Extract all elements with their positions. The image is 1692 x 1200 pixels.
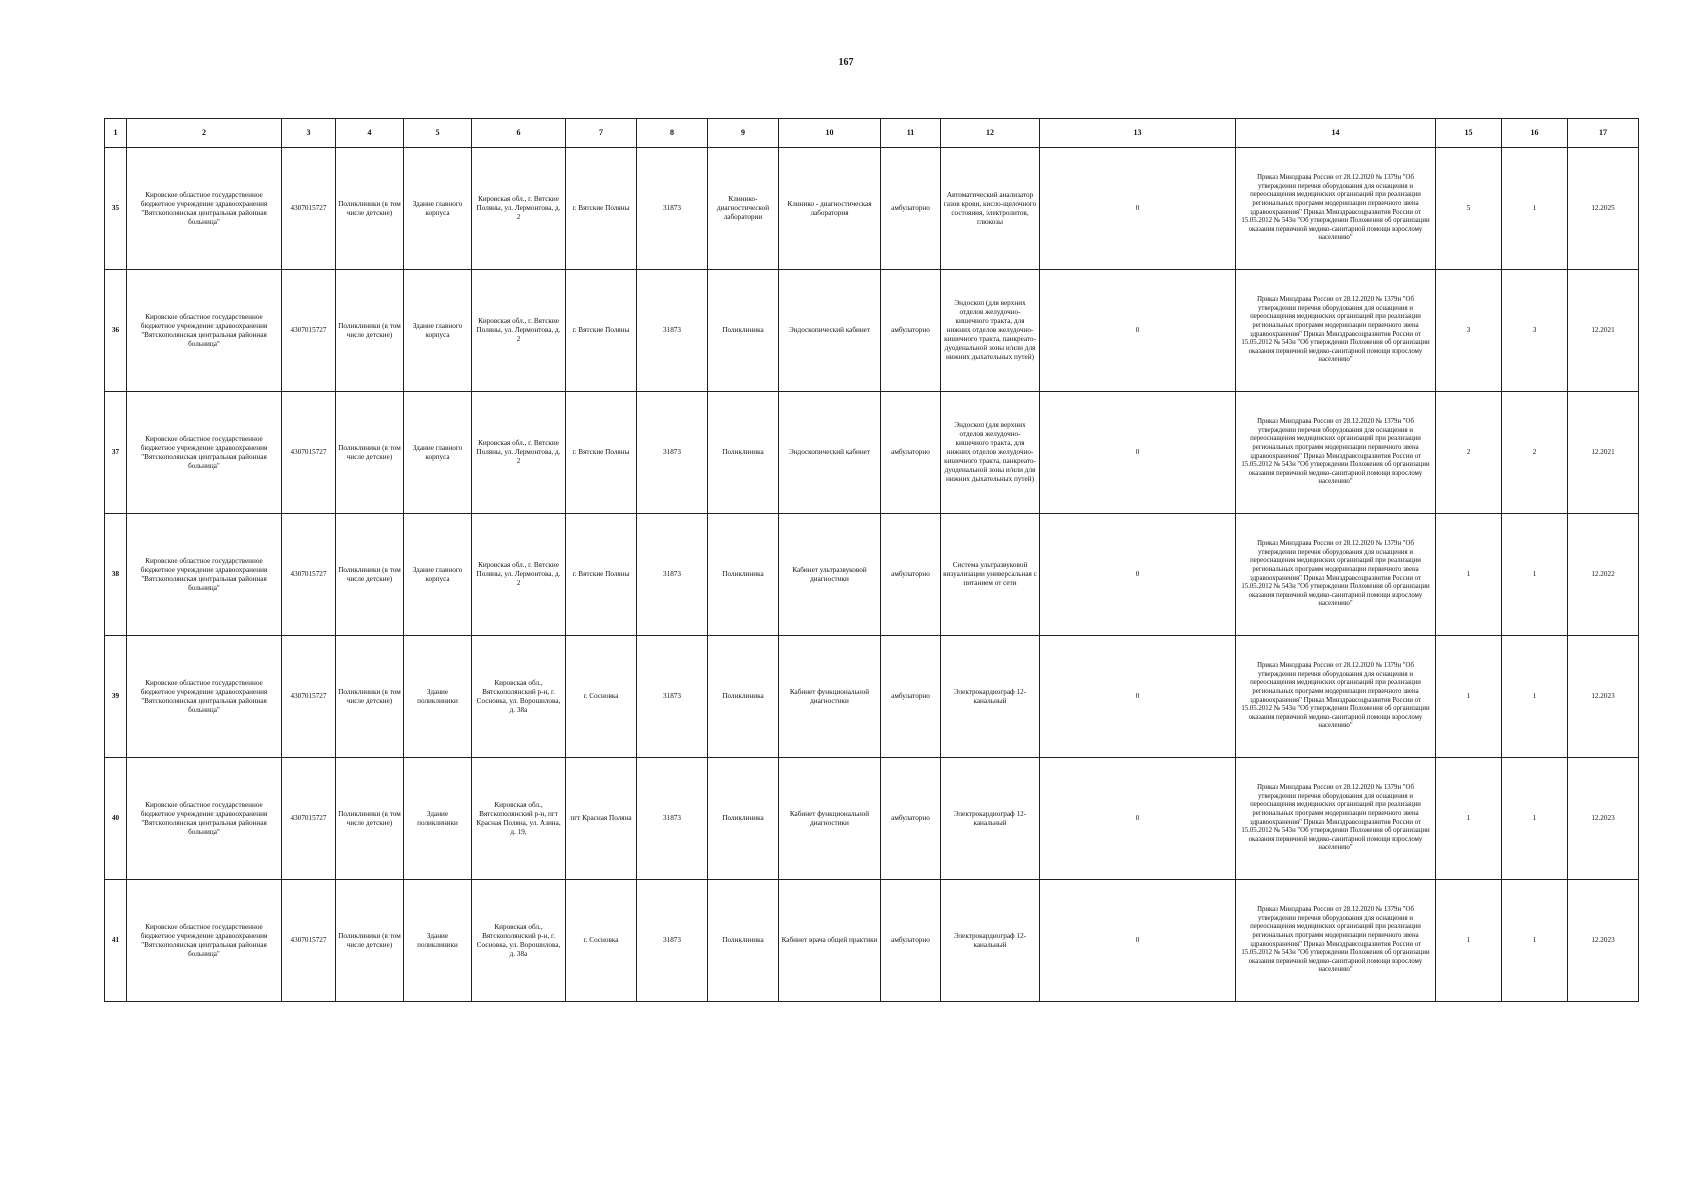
building-cell: Здание поликлиники: [404, 880, 472, 1002]
unit-cell: Клинико - диагностическая лаборатория: [779, 148, 881, 270]
planned-count-cell: 1: [1502, 880, 1568, 1002]
unit-cell: Кабинет функциональной диагностики: [779, 758, 881, 880]
address-cell: Кировская обл., Вятскополянский р-н, пгт Красная Поляна, ул. Азина, д. 19,: [472, 758, 566, 880]
equipment-name-cell: Автоматический анализатор газов крови, кисло-щелочного состояния, электролитов, глюкозы: [941, 148, 1040, 270]
facility-type-cell: Поликлиники (в том числе детские): [336, 148, 404, 270]
row-number-cell: 39: [105, 636, 127, 758]
department-cell: Поликлиника: [708, 392, 779, 514]
care-condition-cell: амбулаторно: [881, 148, 941, 270]
column-header: 3: [282, 119, 336, 148]
deadline-cell: 12.2021: [1568, 270, 1639, 392]
department-cell: Поликлиника: [708, 758, 779, 880]
building-cell: Здание главного корпуса: [404, 514, 472, 636]
equipment-name-cell: Система ультразвуковой визуализации универсальная с питанием от сети: [941, 514, 1040, 636]
row-number-cell: 36: [105, 270, 127, 392]
column-header: 2: [127, 119, 282, 148]
address-cell: Кировская обл., Вятскополянский р-н, г. Сосновка, ул. Ворошилова, д. 38а: [472, 636, 566, 758]
inn-cell: 4307015727: [282, 148, 336, 270]
address-cell: Кировская обл., г. Вятские Поляны, ул. Лермонтова, д. 2: [472, 392, 566, 514]
required-count-cell: 1: [1436, 758, 1502, 880]
locality-cell: г. Вятские Поляны: [566, 514, 637, 636]
building-cell: Здание главного корпуса: [404, 148, 472, 270]
table-row: [105, 270, 1639, 392]
deadline-cell: 12.2023: [1568, 758, 1639, 880]
building-cell: Здание главного корпуса: [404, 270, 472, 392]
facility-type-cell: Поликлиники (в том числе детские): [336, 392, 404, 514]
unit-cell: Эндоскопический кабинет: [779, 270, 881, 392]
department-cell: Поликлиника: [708, 270, 779, 392]
column-header: 8: [637, 119, 708, 148]
table-row: [105, 392, 1639, 514]
regulation-cell: Приказ Минздрава России от 28.12.2020 № 1379н "Об утверждении перечня оборудования для оснащения и переоснащения медицинских организаций при реализации региональных программ модернизации первичного звена здравоохранения" Приказ Минздравсоцразвития России от 15.05.2012 № 543н "Об утверждении Положения об организации оказания первичной медико-санитарной помощи взрослому населению": [1236, 758, 1436, 880]
organization-name-cell: Кировское областное государственное бюджетное учреждение здравоохранения "Вятскополянская центральная районная больница": [127, 148, 282, 270]
column-header: 11: [881, 119, 941, 148]
deadline-cell: 12.2023: [1568, 880, 1639, 1002]
equipment-name-cell: Эндоскоп (для верхних отделов желудочно-кишечного тракта, для нижних отделов желудочно-кишечного тракта, панкреато-дуоденальной зоны и/или для нижних дыхательных путей): [941, 392, 1040, 514]
required-count-cell: 5: [1436, 148, 1502, 270]
inn-cell: 4307015727: [282, 880, 336, 1002]
unit-cell: Кабинет ультразвуковой диагностики: [779, 514, 881, 636]
locality-cell: г. Вятские Поляны: [566, 392, 637, 514]
locality-cell: г. Вятские Поляны: [566, 270, 637, 392]
required-count-cell: 1: [1436, 880, 1502, 1002]
regulation-cell: Приказ Минздрава России от 28.12.2020 № 1379н "Об утверждении перечня оборудования для оснащения и переоснащения медицинских организаций при реализации региональных программ модернизации первичного звена здравоохранения" Приказ Минздравсоцразвития России от 15.05.2012 № 543н "Об утверждении Положения об организации оказания первичной медико-санитарной помощи взрослому населению": [1236, 270, 1436, 392]
regulation-cell: Приказ Минздрава России от 28.12.2020 № 1379н "Об утверждении перечня оборудования для оснащения и переоснащения медицинских организаций при реализации региональных программ модернизации первичного звена здравоохранения" Приказ Минздравсоцразвития России от 15.05.2012 № 543н "Об утверждении Положения об организации оказания первичной медико-санитарной помощи взрослому населению": [1236, 636, 1436, 758]
planned-count-cell: 1: [1502, 514, 1568, 636]
row-number-cell: 35: [105, 148, 127, 270]
department-cell: Поликлиника: [708, 880, 779, 1002]
locality-cell: г. Вятские Поляны: [566, 148, 637, 270]
available-count-cell: 0: [1040, 880, 1236, 1002]
care-condition-cell: амбулаторно: [881, 514, 941, 636]
building-cell: Здание поликлиники: [404, 758, 472, 880]
deadline-cell: 12.2022: [1568, 514, 1639, 636]
planned-count-cell: 1: [1502, 636, 1568, 758]
page-number: 167: [838, 57, 854, 68]
regulation-cell: Приказ Минздрава России от 28.12.2020 № 1379н "Об утверждении перечня оборудования для оснащения и переоснащения медицинских организаций при реализации региональных программ модернизации первичного звена здравоохранения" Приказ Минздравсоцразвития России от 15.05.2012 № 543н "Об утверждении Положения об организации оказания первичной медико-санитарной помощи взрослому населению": [1236, 148, 1436, 270]
organization-name-cell: Кировское областное государственное бюджетное учреждение здравоохранения "Вятскополянская центральная районная больница": [127, 514, 282, 636]
table-row: [105, 148, 1639, 270]
header-row: [105, 119, 1639, 148]
equipment-table: [104, 118, 1639, 1002]
deadline-cell: 12.2023: [1568, 636, 1639, 758]
available-count-cell: 0: [1040, 148, 1236, 270]
column-header: 6: [472, 119, 566, 148]
regulation-cell: Приказ Минздрава России от 28.12.2020 № 1379н "Об утверждении перечня оборудования для оснащения и переоснащения медицинских организаций при реализации региональных программ модернизации первичного звена здравоохранения" Приказ Минздравсоцразвития России от 15.05.2012 № 543н "Об утверждении Положения об организации оказания первичной медико-санитарной помощи взрослому населению": [1236, 514, 1436, 636]
oktmo-cell: 31873: [637, 514, 708, 636]
planned-count-cell: 2: [1502, 392, 1568, 514]
locality-cell: г. Сосновка: [566, 636, 637, 758]
facility-type-cell: Поликлиники (в том числе детские): [336, 636, 404, 758]
required-count-cell: 1: [1436, 636, 1502, 758]
required-count-cell: 1: [1436, 514, 1502, 636]
column-header: 13: [1040, 119, 1236, 148]
table-body: [105, 148, 1639, 1002]
regulation-cell: Приказ Минздрава России от 28.12.2020 № 1379н "Об утверждении перечня оборудования для оснащения и переоснащения медицинских организаций при реализации региональных программ модернизации первичного звена здравоохранения" Приказ Минздравсоцразвития России от 15.05.2012 № 543н "Об утверждении Положения об организации оказания первичной медико-санитарной помощи взрослому населению": [1236, 392, 1436, 514]
available-count-cell: 0: [1040, 270, 1236, 392]
equipment-name-cell: Электрокардиограф 12-канальный: [941, 880, 1040, 1002]
required-count-cell: 3: [1436, 270, 1502, 392]
department-cell: Поликлиника: [708, 636, 779, 758]
table-row: [105, 514, 1639, 636]
row-number-cell: 41: [105, 880, 127, 1002]
column-header: 4: [336, 119, 404, 148]
column-header: 16: [1502, 119, 1568, 148]
facility-type-cell: Поликлиники (в том числе детские): [336, 880, 404, 1002]
unit-cell: Кабинет функциональной диагностики: [779, 636, 881, 758]
table-row: [105, 758, 1639, 880]
deadline-cell: 12.2021: [1568, 392, 1639, 514]
oktmo-cell: 31873: [637, 758, 708, 880]
care-condition-cell: амбулаторно: [881, 758, 941, 880]
equipment-name-cell: Электрокардиограф 12-канальный: [941, 758, 1040, 880]
column-header: 7: [566, 119, 637, 148]
department-cell: Поликлиника: [708, 514, 779, 636]
unit-cell: Кабинет врача общей практики: [779, 880, 881, 1002]
column-header: 10: [779, 119, 881, 148]
oktmo-cell: 31873: [637, 270, 708, 392]
facility-type-cell: Поликлиники (в том числе детские): [336, 514, 404, 636]
facility-type-cell: Поликлиники (в том числе детские): [336, 758, 404, 880]
address-cell: Кировская обл., г. Вятские Поляны, ул. Лермонтова, д. 2: [472, 148, 566, 270]
available-count-cell: 0: [1040, 514, 1236, 636]
available-count-cell: 0: [1040, 392, 1236, 514]
row-number-cell: 40: [105, 758, 127, 880]
care-condition-cell: амбулаторно: [881, 392, 941, 514]
care-condition-cell: амбулаторно: [881, 880, 941, 1002]
planned-count-cell: 3: [1502, 270, 1568, 392]
inn-cell: 4307015727: [282, 758, 336, 880]
organization-name-cell: Кировское областное государственное бюджетное учреждение здравоохранения "Вятскополянская центральная районная больница": [127, 880, 282, 1002]
building-cell: Здание главного корпуса: [404, 392, 472, 514]
address-cell: Кировская обл., г. Вятские Поляны, ул. Лермонтова, д. 2: [472, 514, 566, 636]
facility-type-cell: Поликлиники (в том числе детские): [336, 270, 404, 392]
column-header: 5: [404, 119, 472, 148]
unit-cell: Эндоскопический кабинет: [779, 392, 881, 514]
available-count-cell: 0: [1040, 636, 1236, 758]
oktmo-cell: 31873: [637, 880, 708, 1002]
inn-cell: 4307015727: [282, 514, 336, 636]
column-header: 17: [1568, 119, 1639, 148]
organization-name-cell: Кировское областное государственное бюджетное учреждение здравоохранения "Вятскополянская центральная районная больница": [127, 392, 282, 514]
planned-count-cell: 1: [1502, 758, 1568, 880]
locality-cell: пгт Красная Поляна: [566, 758, 637, 880]
address-cell: Кировская обл., г. Вятские Поляны, ул. Лермонтова, д. 2: [472, 270, 566, 392]
equipment-name-cell: Эндоскоп (для верхних отделов желудочно-кишечного тракта, для нижних отделов желудочно-кишечного тракта, панкреато-дуоденальной зоны и/или для нижних дыхательных путей): [941, 270, 1040, 392]
regulation-cell: Приказ Минздрава России от 28.12.2020 № 1379н "Об утверждении перечня оборудования для оснащения и переоснащения медицинских организаций при реализации региональных программ модернизации первичного звена здравоохранения" Приказ Минздравсоцразвития России от 15.05.2012 № 543н "Об утверждении Положения об организации оказания первичной медико-санитарной помощи взрослому населению": [1236, 880, 1436, 1002]
oktmo-cell: 31873: [637, 148, 708, 270]
address-cell: Кировская обл., Вятскополянский р-н, г. Сосновка, ул. Ворошилова, д. 38а: [472, 880, 566, 1002]
care-condition-cell: амбулаторно: [881, 270, 941, 392]
oktmo-cell: 31873: [637, 392, 708, 514]
organization-name-cell: Кировское областное государственное бюджетное учреждение здравоохранения "Вятскополянская центральная районная больница": [127, 270, 282, 392]
equipment-name-cell: Электрокардиограф 12-канальный: [941, 636, 1040, 758]
table-row: [105, 880, 1639, 1002]
required-count-cell: 2: [1436, 392, 1502, 514]
table-row: [105, 636, 1639, 758]
building-cell: Здание поликлиники: [404, 636, 472, 758]
column-header: 15: [1436, 119, 1502, 148]
column-header: 9: [708, 119, 779, 148]
planned-count-cell: 1: [1502, 148, 1568, 270]
oktmo-cell: 31873: [637, 636, 708, 758]
available-count-cell: 0: [1040, 758, 1236, 880]
row-number-cell: 38: [105, 514, 127, 636]
department-cell: Клинико-диагностической лаборатории: [708, 148, 779, 270]
inn-cell: 4307015727: [282, 270, 336, 392]
inn-cell: 4307015727: [282, 636, 336, 758]
row-number-cell: 37: [105, 392, 127, 514]
organization-name-cell: Кировское областное государственное бюджетное учреждение здравоохранения "Вятскополянская центральная районная больница": [127, 758, 282, 880]
column-header: 1: [105, 119, 127, 148]
column-header: 14: [1236, 119, 1436, 148]
inn-cell: 4307015727: [282, 392, 336, 514]
care-condition-cell: амбулаторно: [881, 636, 941, 758]
locality-cell: г. Сосновка: [566, 880, 637, 1002]
deadline-cell: 12.2025: [1568, 148, 1639, 270]
column-header: 12: [941, 119, 1040, 148]
organization-name-cell: Кировское областное государственное бюджетное учреждение здравоохранения "Вятскополянская центральная районная больница": [127, 636, 282, 758]
